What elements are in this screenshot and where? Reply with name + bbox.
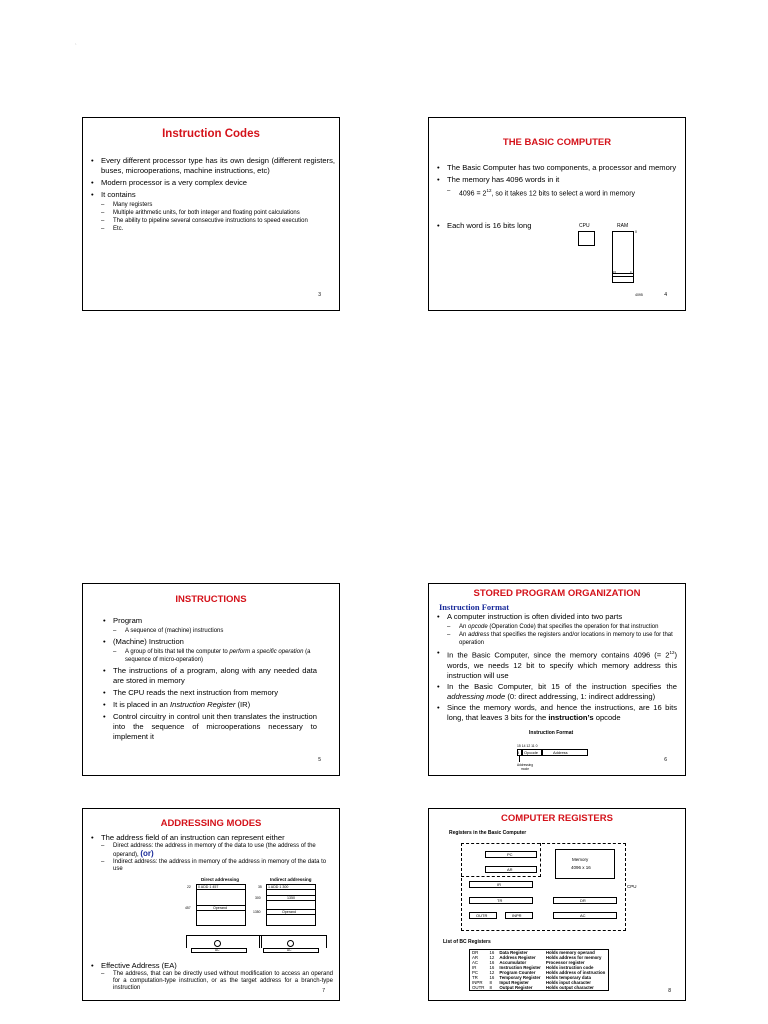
sub-bullet: – A sequence of (machine) instructions	[113, 627, 317, 635]
ram-bit-start: 15	[613, 271, 616, 274]
sub-bullet: – Indirect address: the address in memory of the address in memory of the data to use	[101, 859, 333, 873]
bullet	[103, 637, 317, 664]
register-bits: 16	[489, 960, 495, 965]
superscript: 12	[486, 188, 492, 193]
bullet: • The Basic Computer has two components, a processor and memory	[437, 163, 677, 173]
ram-address-bottom: 4095	[635, 293, 643, 297]
indirect-addr-35: 35	[258, 885, 262, 889]
bullet	[437, 612, 677, 647]
indirect-ac-label: AC	[287, 948, 292, 952]
slide-title: INSTRUCTIONS	[175, 594, 247, 605]
page-number: 6	[664, 757, 667, 763]
sub-list	[101, 971, 333, 992]
superscript: 12	[669, 650, 675, 655]
register-ac-label: AC	[580, 913, 586, 918]
direct-adder	[214, 940, 221, 947]
ram-label: RAM	[617, 223, 629, 229]
bullet-text: It is placed in an	[113, 700, 170, 709]
page-number: 4	[664, 292, 667, 298]
bullet-bold: instruction’s	[548, 712, 594, 722]
register-name: Accumulator	[499, 960, 527, 965]
register-inpr-label: INPR	[512, 913, 522, 918]
or-marker: (or)	[140, 849, 154, 858]
sub-bullet: – The address, that can be directly used without modification to access an operand for a computation-type instruction, or as the target address for a branch-type instruction	[101, 971, 333, 992]
slide-computer-registers	[428, 808, 686, 1001]
bullet-text: Since the memory words, and hence the instructions, are 16 bits long, that leaves 3 bits for the	[447, 702, 677, 722]
sub-list	[101, 201, 335, 233]
bullet	[91, 190, 335, 233]
bullet-list-2	[437, 221, 557, 233]
slide-addressing-modes	[82, 808, 340, 1001]
sub-bullet: – The ability to pipeline several consecutive instructions to speed execution	[101, 217, 335, 225]
register-name: Output Register	[499, 985, 533, 990]
register-symbol: INPR	[472, 980, 483, 985]
bullet	[437, 648, 677, 681]
cpu-label: CPU	[627, 884, 637, 889]
register-bits: 12	[489, 970, 495, 975]
register-function: Holds temporary data	[545, 975, 591, 980]
format-i: I	[518, 750, 520, 755]
bullet-emphasis: Instruction Register	[170, 700, 236, 709]
direct-operand-text: Operand	[213, 905, 227, 910]
bullet-text: Program	[113, 616, 143, 625]
bullet-list-2	[91, 961, 333, 994]
register-bits: 16	[489, 950, 495, 955]
sub-emphasis: perform a specific operation	[229, 649, 304, 655]
sub-bullet: – Many registers	[101, 201, 335, 209]
memory-block	[555, 849, 615, 879]
bullet-emphasis: addressing mode	[447, 691, 506, 701]
register-ir-label: IR	[497, 882, 501, 887]
ram-bit-end: 0	[630, 271, 632, 274]
sub-text: (Operation Code) that specifies the operation for that instruction	[487, 624, 659, 630]
register-symbol: PC	[472, 970, 479, 975]
sub-list	[447, 623, 677, 647]
indirect-memory	[266, 884, 316, 926]
register-symbol: AR	[472, 955, 479, 960]
sub-text: , so it takes 12 bits to select a word in memory	[491, 190, 636, 198]
register-name: Address Register	[499, 955, 536, 960]
bullet	[103, 700, 317, 710]
bullet: • The CPU reads the next instruction from memory	[103, 688, 317, 698]
slide-title: ADDRESSING MODES	[160, 818, 262, 829]
direct-label: Direct addressing	[201, 877, 240, 882]
bullet-text: (Machine) Instruction	[113, 637, 184, 646]
bullet	[437, 703, 677, 723]
slide-title: THE BASIC COMPUTER	[502, 137, 612, 148]
slide-title: COMPUTER REGISTERS	[501, 813, 613, 824]
direct-addr-457: 457	[185, 906, 191, 910]
registers-subtitle: Registers in the Basic Computer	[449, 830, 527, 836]
slide-title: Instruction Codes	[162, 128, 260, 140]
bullet-text: Effective Address (EA)	[101, 961, 177, 970]
sub-bullet: – Etc.	[101, 225, 335, 233]
direct-connector	[186, 935, 262, 948]
bullet	[437, 682, 677, 702]
bullet-list	[91, 156, 335, 235]
sub-bullet	[113, 648, 317, 664]
bullet-text: ) words, we needs 12 bit to specify which memory address this instruction will use	[447, 650, 677, 680]
sub-bullet	[101, 843, 333, 859]
sub-text: that specifies the registers and/or locations in memory to use for that operation	[459, 632, 673, 646]
indirect-word-text: 1 ADD 1 300	[268, 884, 289, 889]
sub-text: An	[459, 632, 469, 638]
sub-text: Direct address: the address in memory of the data to use (the address of the operand),	[113, 843, 316, 858]
sub-list	[113, 627, 317, 635]
register-function: Holds input character	[545, 980, 591, 985]
slide-stored-program	[428, 583, 686, 776]
format-opcode: Opcode	[524, 750, 539, 755]
sub-list	[101, 843, 333, 873]
register-bits: 8	[489, 980, 492, 985]
sub-bullet	[447, 186, 677, 199]
bullet	[437, 175, 677, 199]
sub-text: 4096 = 2	[459, 190, 487, 198]
indirect-operand-text: Operand	[282, 909, 296, 914]
register-dr-label: DR	[580, 898, 586, 903]
slide-subtitle: Instruction Format	[439, 602, 510, 612]
bullet-text: It contains	[101, 190, 136, 199]
register-name: Input Register	[499, 980, 529, 985]
bullet	[91, 961, 333, 992]
slide-title: STORED PROGRAM ORGANIZATION	[473, 588, 641, 599]
format-bits: 15 14 12 11 0	[517, 744, 538, 748]
register-bits: 12	[489, 955, 495, 960]
bullet-list	[437, 612, 677, 725]
sub-list	[447, 186, 677, 199]
bullet-text: A computer instruction is often divided into two parts	[447, 612, 623, 621]
cpu-box	[578, 231, 595, 246]
page-mark: `	[75, 44, 77, 50]
register-function: Processor register	[545, 960, 585, 965]
page-number: 5	[318, 757, 321, 763]
bullet: • The instructions of a program, along with any needed data are stored in memory	[103, 666, 317, 686]
memory-label: Memory	[572, 857, 589, 862]
bullet: • Modern processor is a very complex device	[91, 178, 335, 188]
register-bits: 8	[489, 985, 492, 990]
bullet-text: opcode	[593, 712, 621, 722]
register-bits: 16	[489, 975, 495, 980]
indirect-pointer-text: 1350	[287, 895, 295, 900]
page-number: 8	[668, 988, 671, 994]
register-function: Holds memory operand	[545, 950, 595, 955]
register-function: Holds address of instruction	[545, 970, 606, 975]
direct-word-text: 0 ADD 1 457	[198, 884, 219, 889]
register-function: Holds instruction code	[545, 965, 594, 970]
memory-size: 4096 x 16	[571, 865, 591, 870]
sub-text: (a sequence of micro-operation)	[125, 649, 311, 663]
slide-basic-computer	[428, 117, 686, 311]
register-outr-label: OUTR	[476, 913, 488, 918]
bullet-text: In the Basic Computer, bit 15 of the instruction specifies the	[447, 681, 677, 691]
sub-bullet	[447, 631, 677, 647]
register-function: Holds output character	[545, 985, 594, 990]
sub-emphasis: address	[468, 632, 490, 638]
bullet: • Every different processor type has its own design (different registers, buses, microoperations, machine instructions, etc)	[91, 156, 335, 176]
register-tr-label: TR	[497, 898, 503, 903]
indirect-addr-1350: 1350	[253, 910, 261, 914]
register-function: Holds address for memory	[545, 955, 602, 960]
register-bits: 16	[489, 965, 495, 970]
bullet-text: In the Basic Computer, since the memory contains 4096 (= 2	[447, 650, 670, 660]
sub-bullet: – Multiple arithmetic units, for both integer and floating point calculations	[101, 209, 335, 217]
format-mode: Addressing mode	[517, 763, 533, 771]
bullet: • Control circuitry in control unit then translates the instruction into the sequence of microoperations necessary to implement it	[103, 712, 317, 742]
register-symbol: AC	[472, 960, 479, 965]
register-table	[469, 949, 609, 991]
direct-ac-label: AC	[215, 948, 220, 952]
format-address: Address	[553, 750, 568, 755]
page-number: 7	[322, 988, 325, 994]
register-symbol: DR	[472, 950, 479, 955]
direct-addr-22: 22	[187, 885, 191, 889]
indirect-adder	[287, 940, 294, 947]
slide-instruction-codes	[82, 117, 340, 311]
sub-list	[113, 648, 317, 664]
bullet-text: (0: direct addressing, 1: indirect addressing)	[505, 691, 656, 701]
register-ar-label: AR	[507, 867, 513, 872]
bullet: • Each word is 16 bits long	[437, 221, 557, 231]
register-name: Instruction Register	[499, 965, 541, 970]
ram-address-top: 0	[635, 230, 637, 234]
indirect-label: Indirect addressing	[270, 877, 312, 882]
register-list-title: List of BC Registers	[443, 939, 491, 945]
slide-instructions	[82, 583, 340, 776]
register-name: Program Counter	[499, 970, 536, 975]
bullet-list	[91, 833, 333, 874]
register-symbol: OUTR	[472, 985, 485, 990]
page-number: 3	[318, 292, 321, 298]
format-mode-arrow	[519, 756, 520, 762]
sub-bullet	[447, 623, 677, 631]
bullet-text: The memory has 4096 words in it	[447, 175, 560, 184]
sub-text: A group of bits that tell the computer to	[125, 649, 230, 655]
register-symbol: TR	[472, 975, 478, 980]
indirect-addr-300: 300	[255, 896, 261, 900]
register-name: Temporary Register	[499, 975, 541, 980]
register-pc-label: PC	[507, 852, 513, 857]
bullet-text: The address field of an instruction can represent either	[101, 833, 285, 842]
register-ir	[469, 881, 533, 888]
bullet-list	[437, 163, 677, 201]
sub-emphasis: opcode	[468, 624, 488, 630]
register-row	[470, 985, 609, 991]
bullet	[91, 833, 333, 873]
format-title: Instruction Format	[529, 730, 574, 736]
bullet-text: (IR)	[235, 700, 251, 709]
register-symbol: IR	[472, 965, 477, 970]
sub-text: An	[459, 624, 469, 630]
bullet	[103, 616, 317, 635]
cpu-label: CPU	[579, 223, 590, 229]
bullet-list	[103, 616, 317, 744]
register-name: Data Register	[499, 950, 528, 955]
